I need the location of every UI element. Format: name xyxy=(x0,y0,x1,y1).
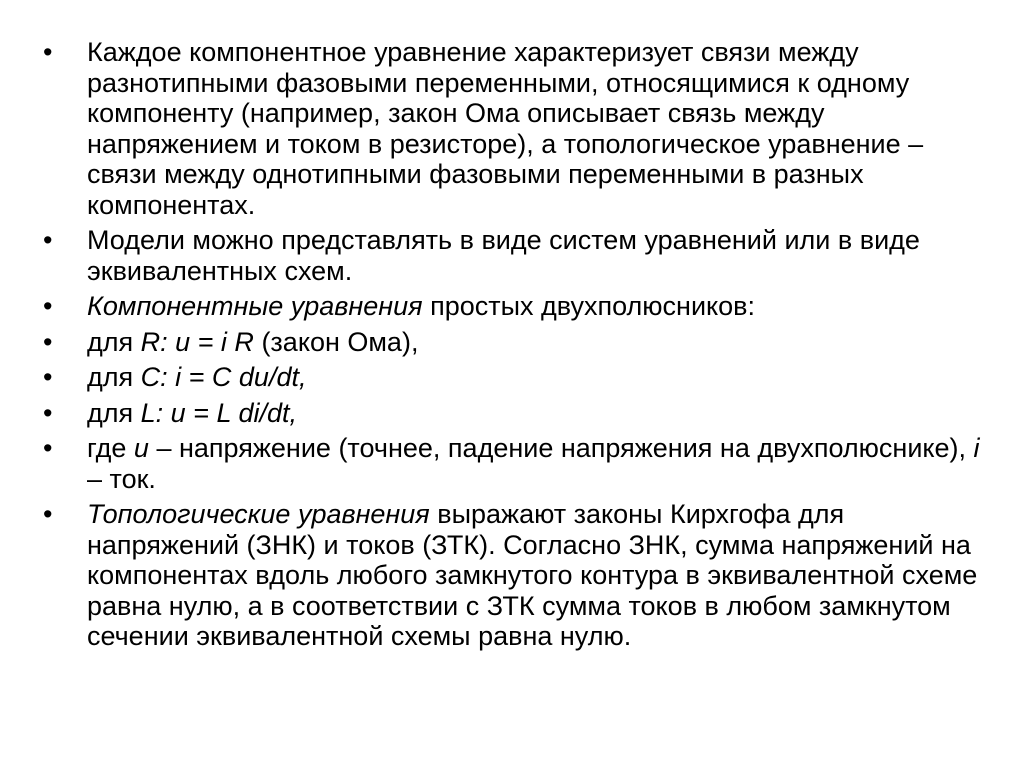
list-item-formula-r xyxy=(40,327,980,358)
formula-l: L: u = L di/dt, xyxy=(140,397,298,428)
bullet-icon: • xyxy=(43,225,53,255)
bullet-icon: • xyxy=(43,291,53,321)
formula-r: R: u = i R xyxy=(140,326,254,357)
item-prefix: для xyxy=(87,362,141,392)
bullet-icon: • xyxy=(43,37,53,67)
item-text-part: – ток. xyxy=(87,463,156,494)
bullet-icon: • xyxy=(43,433,53,463)
item-term: Топологические уравнения xyxy=(87,499,430,529)
bullet-icon: • xyxy=(43,326,53,357)
list-item-variables xyxy=(40,433,980,494)
bullet-icon: • xyxy=(43,397,53,428)
item-text-part: где xyxy=(87,433,134,463)
list-item-models xyxy=(40,225,980,286)
item-suffix: (закон Ома), xyxy=(253,326,419,357)
item-text-part: – напряжение (точнее, падение напряжения на двухполюснике), xyxy=(148,433,974,463)
list-item-formula-c xyxy=(40,362,980,393)
item-text: Каждое компонентное уравнение характеризует связи между разнотипными фазовыми переменными, относящимися к одному компоненту (например, закон Ома описывает связь между напряжением и током в резисторе), а топологическое уравнение – связи между однотипными фазовыми переменными в разных компонентах. xyxy=(87,37,924,220)
formula-c: C: i = C du/dt, xyxy=(140,362,307,392)
list-item-formula-l xyxy=(40,398,980,429)
bullet-list xyxy=(40,37,980,657)
item-prefix: для xyxy=(87,397,141,428)
list-item-component-equations-heading xyxy=(40,291,980,322)
bullet-icon: • xyxy=(43,499,53,529)
list-item-component-equation xyxy=(40,37,980,220)
item-prefix: для xyxy=(87,326,141,357)
item-text: простых двухполюсников: xyxy=(422,291,756,321)
item-text: Модели можно представлять в виде систем уравнений или в виде эквивалентных схем. xyxy=(87,225,920,286)
variable-u: u xyxy=(133,433,149,463)
list-item-topological-equations xyxy=(40,499,980,652)
variable-i: i xyxy=(973,433,980,463)
item-term: Компонентные уравнения xyxy=(87,291,423,321)
bullet-icon: • xyxy=(43,362,53,392)
item-text: выражают законы Кирхгофа для напряжений (ЗНК) и токов (ЗТК). Согласно ЗНК, сумма напряжений на компонентах вдоль любого замкнутого контура в эквивалентной схеме равна нулю, а в соответствии с ЗТК сумма токов в любом замкнутом сечении эквивалентной схемы равна нулю. xyxy=(87,499,978,651)
